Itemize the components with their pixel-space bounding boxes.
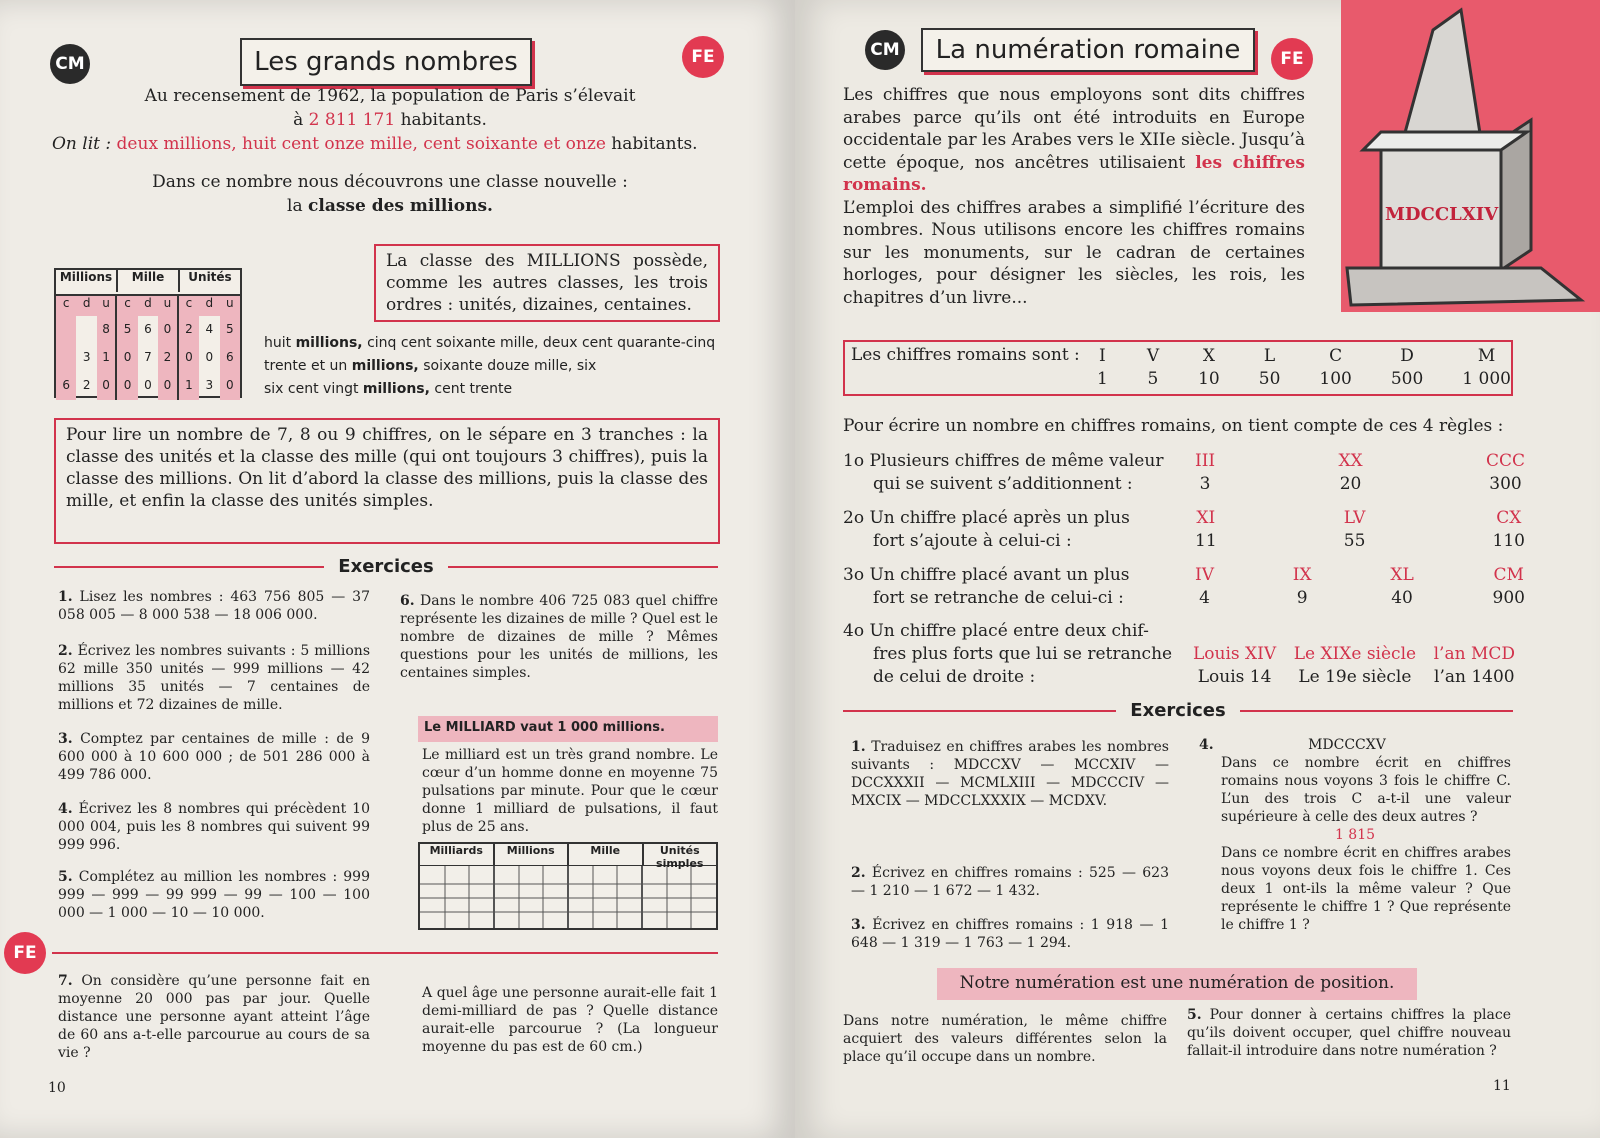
table-readings (264, 332, 734, 401)
roman-numerals-box: Les chiffres romains sont : I 1 V 5 X 10 L 50 C 100 D 500 M 1 000 (843, 340, 1513, 396)
milliard-label: Le MILLIARD vaut 1 000 millions. (418, 716, 718, 742)
numeral-item: V 5 (1146, 346, 1160, 389)
exercise-1: 1. Lisez les nombres : 463 756 805 — 37 058 005 — 8 000 538 — 18 006 000. (58, 589, 370, 623)
rule-1: 1o Plusieurs chiffres de même valeur qui se suivent s’additionnent : (843, 451, 1164, 494)
milliard-text: Le milliard est un très grand nombre. Le cœur d’un homme donne en moyenne 75 pulsations par minute. Pour que le cœur donne 1 milliard de pulsations, il faut plus de 25 ans. (422, 747, 718, 835)
divider (52, 952, 718, 954)
position-text: Dans notre numération, le même chiffre acquiert des valeurs différentes selon la place qu’il occupe dans un nombre. (843, 1013, 1167, 1065)
exercise-5: 5. Complétez au million les nombres : 999 999 — 999 — 99 999 — 99 — 100 — 100 000 — 1 000 — 10 — 10 000. (58, 869, 370, 921)
rule-4: 4o Un chiffre placé entre deux chif- fres plus forts que lui se retranche de celui de droite : (843, 621, 1173, 687)
right-page (795, 0, 1600, 1138)
fe-badge: FE (1271, 38, 1313, 80)
billions-table: Milliards Millions Mille Unités simples (418, 842, 718, 930)
reading-line: On lit : deux millions, huit cent onze mille, cent soixante et onze habitants. (52, 134, 698, 154)
exercise-4: 4. Écrivez les 8 nombres qui précèdent 10 000 004, puis les 8 nombres qui suivent 99 999 996. (58, 801, 370, 853)
numeral-item: L 50 (1258, 346, 1281, 389)
exercise-2: 2. Écrivez les nombres suivants : 5 millions 62 mille 350 unités — 999 millions — 42 millions 35 unités — 7 centaines de millions et 72 dizaines de mille. (58, 643, 371, 713)
monument-illustration (1341, 0, 1600, 312)
discover-text: Dans ce nombre nous découvrons une classe nouvelle : la classe des millions. (152, 172, 628, 216)
numeral-item: C 100 (1319, 346, 1352, 389)
monument-panel (1341, 0, 1600, 312)
exercise-3: 3. Écrivez en chiffres romains : 1 918 — 1 648 — 1 319 — 1 763 — 1 294. (851, 917, 1169, 951)
exercises-header: Exercices (54, 556, 718, 577)
rule-2-examples: XI 11 LV 55 CX 110 (1195, 508, 1525, 551)
monument-inscription: MDCCLXIV (1385, 204, 1499, 225)
population-number: 2 811 171 (308, 110, 396, 130)
exercise-4: 4. MDCCCXV Dans ce nombre écrit en chiffres romains nous voyons 3 fois le chiffre C. L’un des trois C a-t-il une valeur supérieure à celle des deux autres ? 1 815 Dans ce nombre écrit en chiffres arabes nous voyons deux fois le chiffre 1. Ces deux 1 ont-ils la même valeur ? Que représente le chiffre 1 ? Que représente le chiffre 1 ? (1199, 737, 1511, 933)
page-number: 10 (48, 1080, 66, 1096)
reading-rule-box: Pour lire un nombre de 7, 8 ou 9 chiffres, on le sépare en 3 tranches : la classe des unités et la classe des mille (qui ont toujours 3 chiffres), puis la classe des millions. On lit d’abord la classe des millions, puis la classe des mille, et enfin la classe des unités simples. (54, 418, 720, 544)
page-title: Les grands nombres (240, 38, 532, 86)
exercise-2: 2. Écrivez en chiffres romains : 525 — 623 — 1 210 — 1 672 — 1 432. (851, 865, 1169, 899)
exercise-7: 7. On considère qu’une personne fait en moyenne 20 000 pas par jour. Quelle distance une personne ayant atteint l’âge de 60 ans a-t-elle parcourue au cours de sa vie ? (58, 973, 370, 1061)
numeral-list (1097, 345, 1511, 391)
rule-2: 2o Un chiffre placé après un plus fort s’ajoute à celui-ci : (843, 508, 1130, 551)
fe-badge-bottom: FE (4, 932, 46, 974)
fe-badge: FE (682, 36, 724, 78)
col-header-mille: Mille (118, 270, 180, 292)
rule-3: 3o Un chiffre placé avant un plus fort se retranche de celui-ci : (843, 565, 1130, 608)
reading-row: six cent vingt millions, cent trente (264, 381, 513, 397)
rule-1-examples: III 3 XX 20 CCC 300 (1195, 451, 1525, 494)
cm-badge: CM (50, 44, 90, 84)
page-title: La numération romaine (921, 28, 1255, 72)
cm-badge: CM (865, 30, 905, 70)
billions-grid-lines (420, 866, 716, 928)
rule-3-examples: IV 4 IX 9 XL 40 CM 900 (1195, 565, 1525, 608)
reading-row: huit millions, cinq cent soixante mille, deux cent quarante-cinq (264, 335, 716, 351)
numeral-item: D 500 (1390, 346, 1424, 389)
reading-row: trente et un millions, soixante douze mille, six (264, 358, 597, 374)
left-page (0, 0, 795, 1138)
page-number: 11 (1493, 1078, 1511, 1094)
numeral-item: X 10 (1198, 346, 1220, 389)
intro-text: Au recensement de 1962, la population de Paris s’élevait à 2 811 171 habitants. (144, 86, 636, 130)
rule-4-examples: Louis XIV Louis 14 Le XIXe siècle Le 19e siècle l’an MCD l’an 1400 (1193, 644, 1515, 687)
exercise-5: 5. Pour donner à certains chiffres la place qu’ils doivent occuper, quel chiffre nouveau fallait-il introduire dans notre numération ? (1187, 1007, 1511, 1059)
col-header-millions: Millions (56, 270, 118, 292)
exercises-header: Exercices (843, 700, 1513, 721)
numeral-item: M 1 000 (1462, 346, 1511, 389)
exercise-6: 6. Dans le nombre 406 725 083 quel chiffre représente les dizaines de mille ? Quel est le nombre de dizaines de mille ? Mêmes questions pour les unités de millions, les centaines simples. (400, 593, 719, 681)
exercise-7-continued: A quel âge une personne aurait-elle fait 1 demi-milliard de pas ? Quelle distance aurait-elle parcourue ? (La longueur moyenne du pas est de 60 cm.) (422, 985, 718, 1055)
intro-text: Les chiffres que nous employons sont dits chiffres arabes parce qu’ils ont été introduits en Europe occidentale par les Arabes vers le XIIe siècle. Jusqu’à cette époque, nos ancêtres utilisaient les chiffres romains. L’emploi des chiffres arabes a simplifié l’écriture des nombres. Nous utilisons encore les chiffres romains sur les monuments, sur le cadran de certaines horloges, pour désigner les siècles, les rois, les chapitres d’un livre... (843, 85, 1305, 308)
col-header-unites: Unités (188, 270, 232, 284)
position-banner: Notre numération est une numération de position. (937, 968, 1417, 1000)
millions-class-box: La classe des MILLIONS possède, comme les autres classes, les trois ordres : unités, dizaines, centaines. (374, 244, 720, 322)
numeral-item: I 1 (1097, 346, 1108, 389)
rules-intro: Pour écrire un nombre en chiffres romains, on tient compte de ces 4 règles : (843, 416, 1504, 436)
exercise-3: 3. Comptez par centaines de mille : de 9 600 000 à 10 600 000 ; de 501 286 000 à 499 786 000. (58, 731, 371, 783)
place-value-table: Millions Mille Unités c d u c d u c d u 8 5 6 0 2 4 5 3 1 0 7 2 0 0 6 6 2 0 0 0 0 1 3 0 (54, 268, 242, 398)
exercise-1: 1. Traduisez en chiffres arabes les nombres suivants : MDCCXV — MCCXIV — DCCXXXII — MCMLXIII — MDCCCIV — MXCIX — MDCCLXXXIX — MCDXV. (851, 739, 1169, 809)
